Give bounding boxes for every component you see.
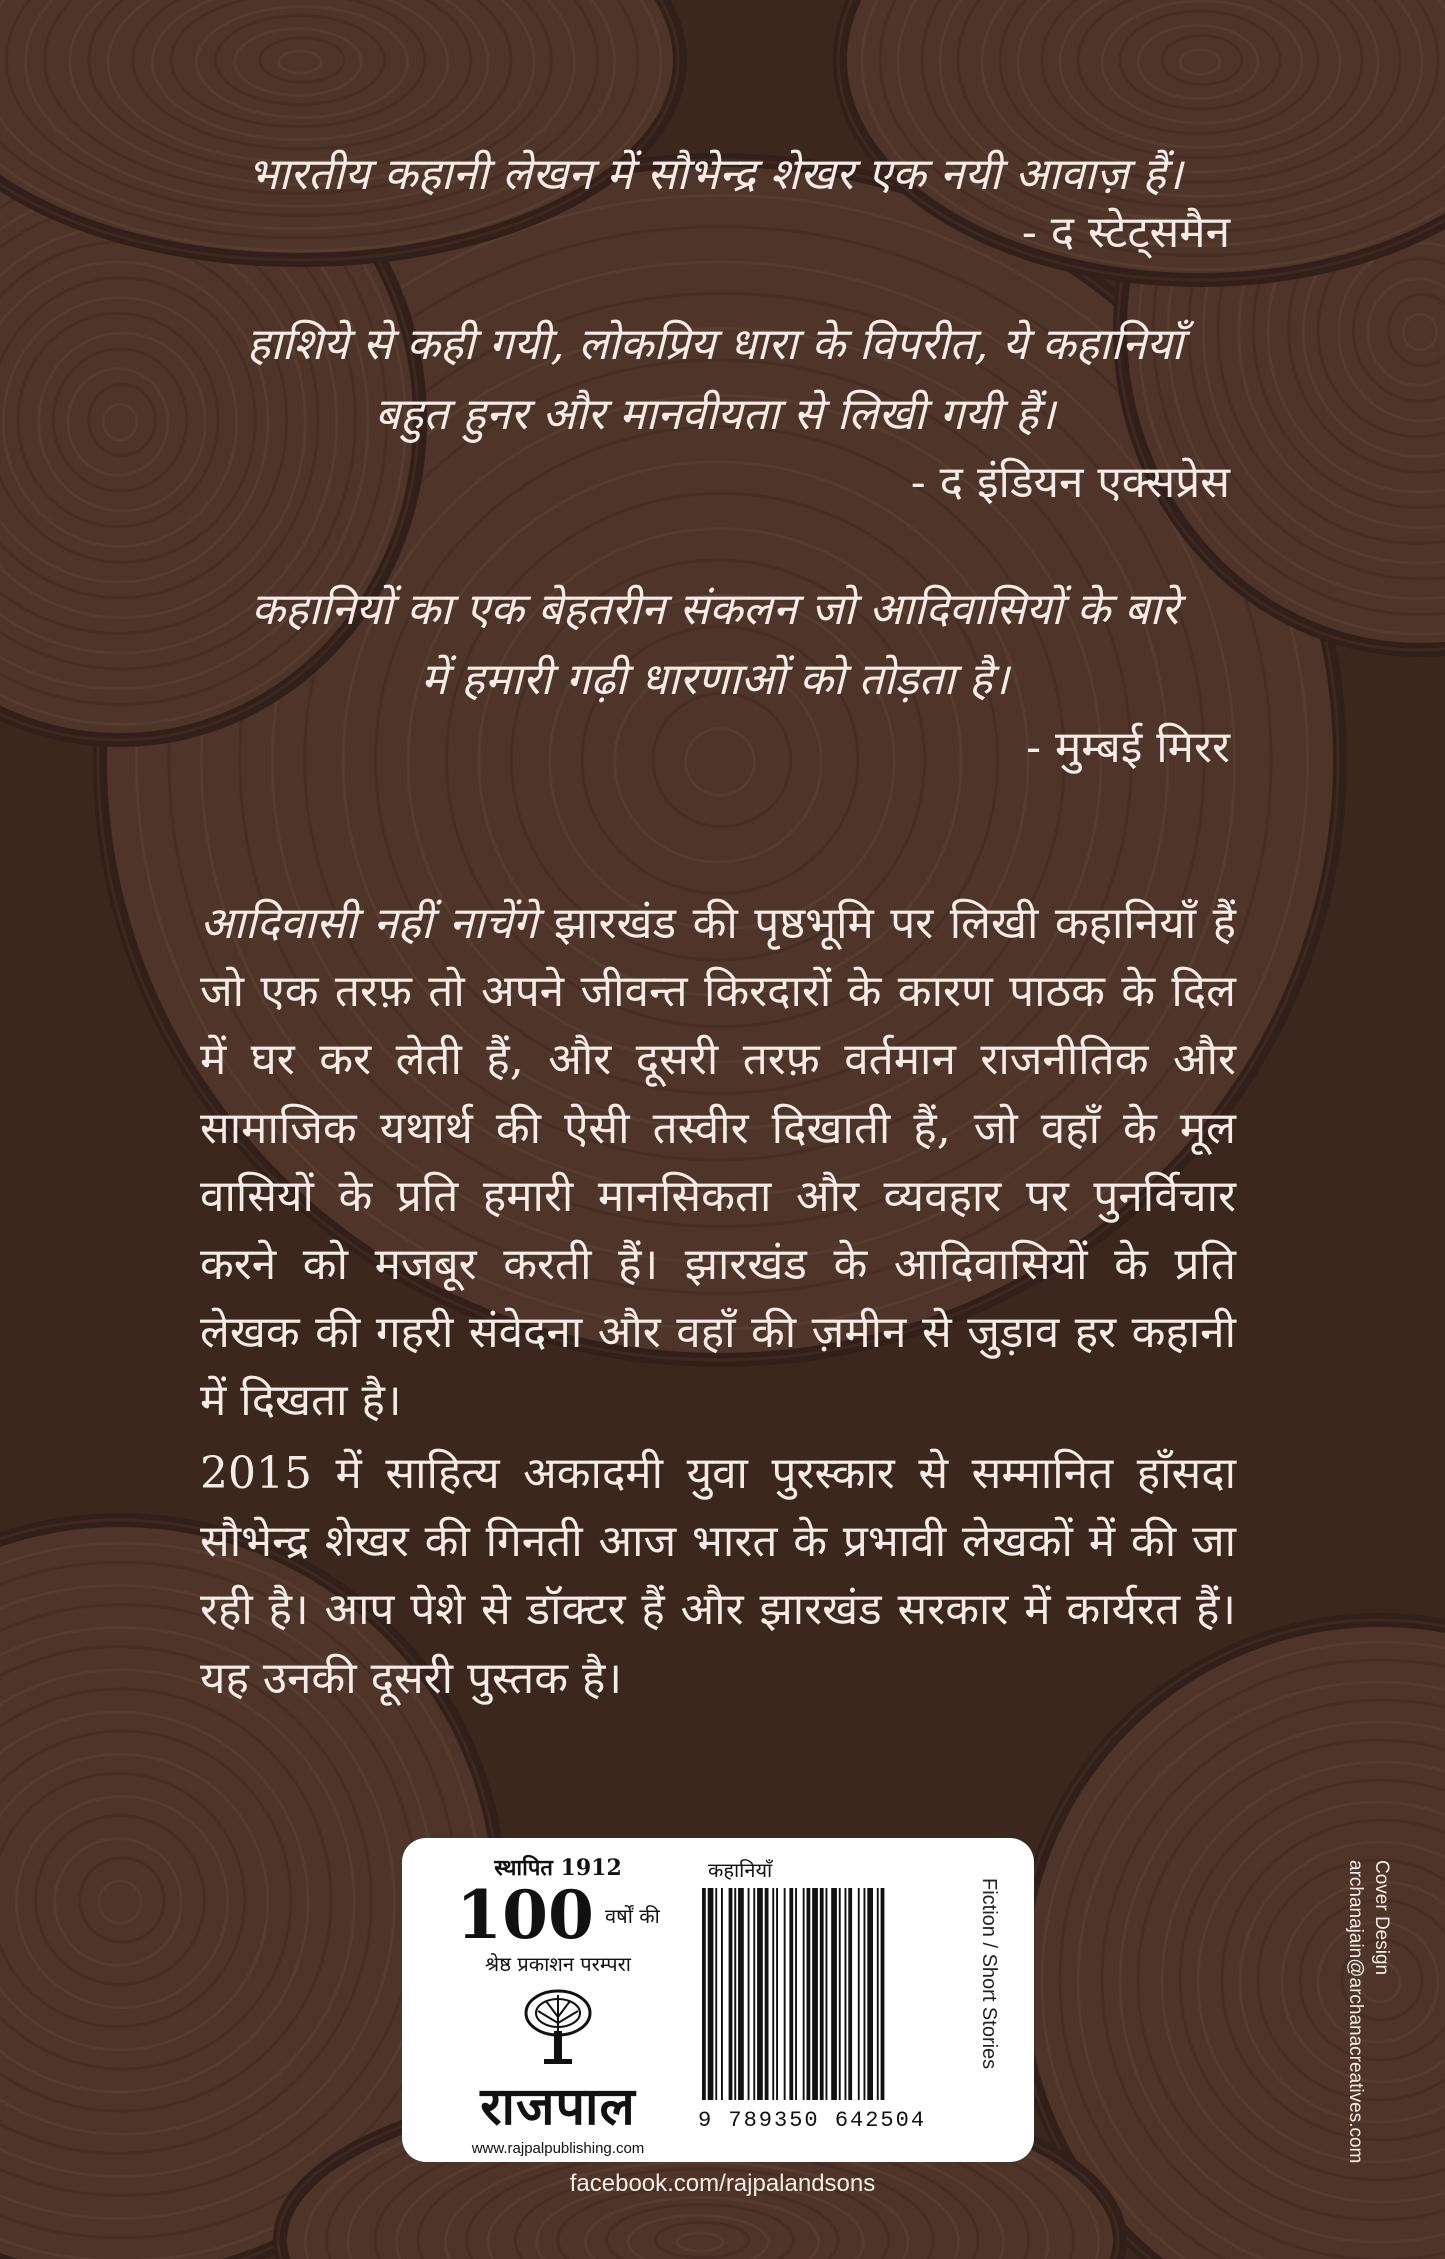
- established-year: स्थापित 1912: [494, 1855, 622, 1881]
- barcode-bar: [734, 1888, 736, 2100]
- book-description: [200, 890, 1236, 1436]
- barcode-bar: [831, 1888, 837, 2100]
- quote-3-line-1: कहानियों का एक बेहतरीन संकलन जो आदिवासियों के बारे: [251, 584, 1179, 635]
- publisher-logo-block: [438, 1852, 678, 2157]
- barcode-bar: [757, 1888, 763, 2100]
- barcode-bar: [729, 1888, 733, 2100]
- cover-designer-email: archanajain@archanacreatives.com: [1345, 1860, 1366, 2164]
- barcode-bar: [826, 1888, 828, 2100]
- author-bio: 2015 में साहित्य अकादमी युवा पुरस्कार से सम्मानित हाँसदा सौभेन्द्र शेखर की गिनती आज भारत के प्रभावी लेखकों में की जा रही है। आप पेशे से डॉक्टर हैं और झारखंड सरकार में कार्यरत हैं। यह उनकी दूसरी पुस्तक है।: [200, 1448, 1236, 1704]
- publisher-website[interactable]: www.rajpalpublishing.com: [471, 2140, 645, 2157]
- quote-2-attribution: - द इंडियन एक्सप्रेस: [910, 457, 1230, 508]
- barcode-bar: [748, 1888, 750, 2100]
- isbn-digits: 9 789350 642504: [698, 2108, 927, 2133]
- barcode-bar: [877, 1888, 879, 2100]
- quote-1-line-1: भारतीय कहानी लेखन में सौभेन्द्र शेखर एक नयी आवाज़ हैं।: [247, 149, 1183, 200]
- barcode-bar: [820, 1888, 824, 2100]
- barcode-bar: [776, 1888, 778, 2100]
- review-quote-3: [200, 575, 1230, 716]
- quote-2-line-1: हाशिये से कही गयी, लोकप्रिय धारा के विपरीत, ये कहानियाँ: [246, 319, 1184, 370]
- publisher-name: राजपाल: [480, 2077, 636, 2137]
- barcode-bar: [803, 1888, 805, 2100]
- barcode-bar: [753, 1888, 755, 2100]
- barcode-bar: [715, 1888, 717, 2100]
- barcode-bar: [784, 1888, 786, 2100]
- tradition-label: श्रेष्ठ प्रकाशन परम्परा: [485, 1952, 631, 1976]
- cover-design-label: Cover Design: [1371, 1860, 1392, 1976]
- barcode-bar: [721, 1888, 723, 2100]
- publisher-barcode-panel: [402, 1838, 1034, 2162]
- description-text: झारखंड की पृष्ठभूमि पर लिखी कहानियाँ हैं जो एक तरफ़ तो अपने जीवन्त किरदारों के कारण पाठक के दिल में घर कर लेती हैं, और दूसरी तरफ़ वर्तमान राजनीतिक और सामाजिक यथार्थ की ऐसी तस्वीर दिखाती हैं, जो वहाँ के मूल वासियों के प्रति हमारी मानसिकता और व्यवहार पर पुनर्विचार करने को मजबूर करती हैं। झारखंड के आदिवासियों के प्रति लेखक की गहरी संवेदना और वहाँ की ज़मीन से जुड़ाव हर कहानी में दिखता है।: [200, 898, 1236, 1427]
- barcode-bar: [708, 1888, 714, 2100]
- barcode-bar: [858, 1888, 860, 2100]
- barcode-bar: [848, 1888, 852, 2100]
- facebook-link[interactable]: facebook.com/rajpalandsons: [569, 2170, 876, 2197]
- quote-2-line-2: बहुत हुनर और मानवीयता से लिखी गयी हैं।: [374, 389, 1056, 441]
- category-label: Fiction / Short Stories: [978, 1878, 1000, 2070]
- barcode-bar: [772, 1888, 774, 2100]
- hundred-years: 100: [456, 1876, 594, 1954]
- barcode-bar: [738, 1888, 744, 2100]
- barcode-bar: [807, 1888, 811, 2100]
- barcode-bar: [795, 1888, 797, 2100]
- barcode-bar: [845, 1888, 847, 2100]
- quote-3-line-2: में हमारी गढ़ी धारणाओं को तोड़ता है।: [421, 654, 1009, 706]
- barcode-bar: [867, 1888, 873, 2100]
- barcode-bar: [789, 1888, 793, 2100]
- years-label: वर्षों की: [605, 1903, 660, 1928]
- isbn-barcode: [698, 1888, 958, 2106]
- barcode-bar: [765, 1888, 769, 2100]
- barcode-bar: [702, 1888, 706, 2100]
- book-title: आदिवासी नहीं नाचेंगे: [200, 898, 538, 949]
- barcode-bar: [881, 1888, 885, 2100]
- genre-hindi: कहानियाँ: [708, 1858, 773, 1882]
- review-quote-2: [200, 310, 1230, 451]
- tree-logo-icon: [518, 1987, 598, 2069]
- quote-1-attribution: - द स्टेट्समैन: [1021, 207, 1230, 258]
- barcode-bar: [839, 1888, 841, 2100]
- barcode-bar: [812, 1888, 818, 2100]
- barcode-bar: [864, 1888, 866, 2100]
- quote-3-attribution: - मुम्बई मिरर: [1026, 722, 1230, 773]
